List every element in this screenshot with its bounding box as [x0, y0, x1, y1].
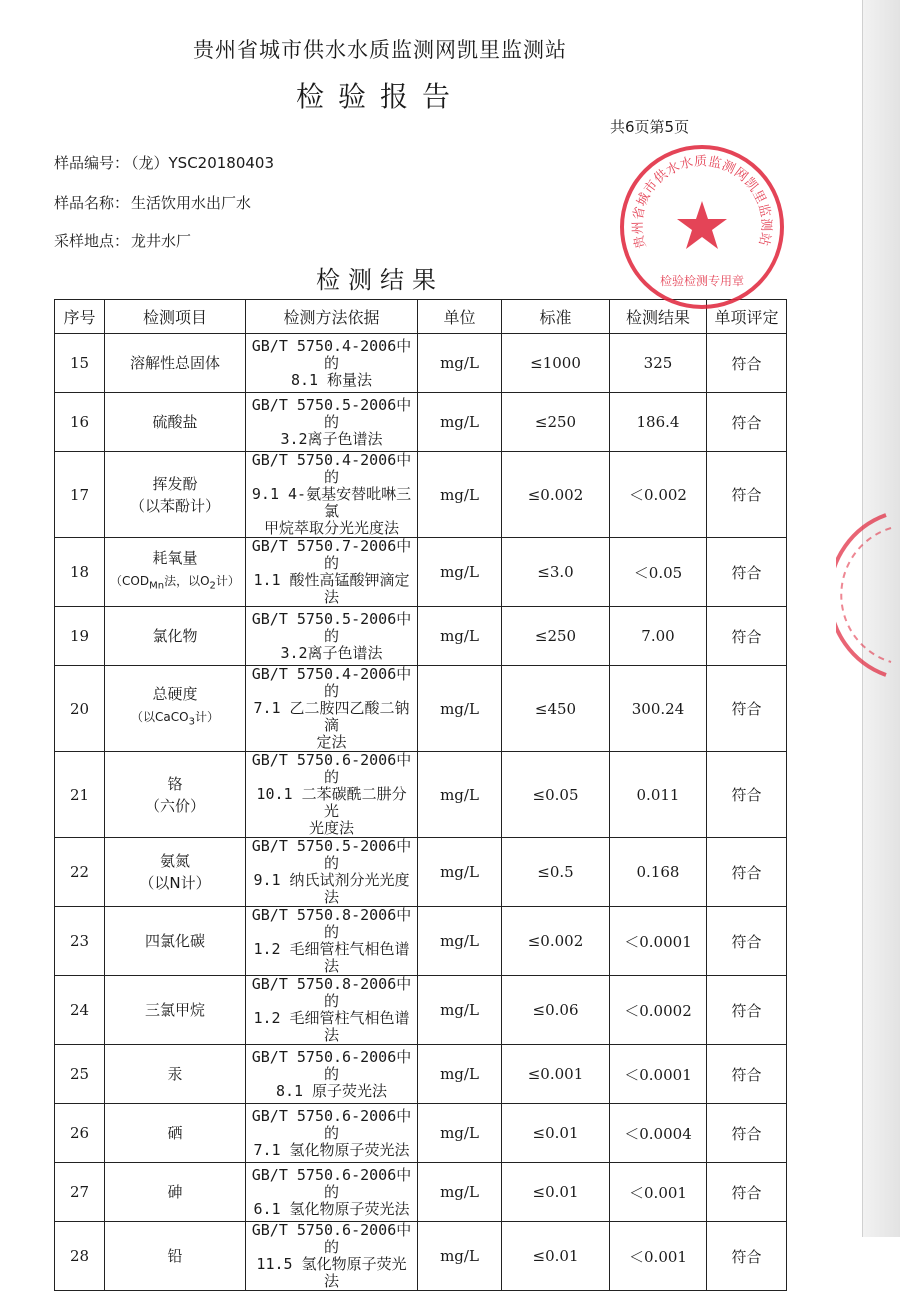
verdict: 符合 — [707, 607, 787, 666]
header-unit: 单位 — [418, 300, 502, 334]
standard-limit: ≤0.01 — [502, 1104, 610, 1163]
sample-name-value: 生活饮用水出厂水 — [131, 194, 252, 212]
test-item: 溶解性总固体 — [105, 334, 246, 393]
unit: mg/L — [418, 666, 502, 752]
verdict: 符合 — [707, 452, 787, 538]
verdict: 符合 — [707, 752, 787, 838]
results-table — [54, 299, 787, 1291]
row-number: 19 — [55, 607, 105, 666]
test-method: GB/T 5750.5-2006中的 3.2离子色谱法 — [246, 393, 418, 452]
sample-number-value: （龙）YSC20180403 — [131, 154, 275, 172]
standard-limit: ≤0.002 — [502, 452, 610, 538]
test-item: 氯化物 — [105, 607, 246, 666]
verdict: 符合 — [707, 907, 787, 976]
unit: mg/L — [418, 976, 502, 1045]
unit: mg/L — [418, 1045, 502, 1104]
test-item: 汞 — [105, 1045, 246, 1104]
test-result: ＜0.002 — [610, 452, 707, 538]
test-item: 总硬度 （以CaCO$_3$计） — [105, 666, 246, 752]
test-result: ＜0.001 — [610, 1163, 707, 1222]
standard-limit: ≤1000 — [502, 334, 610, 393]
row-number: 25 — [55, 1045, 105, 1104]
row-number: 28 — [55, 1222, 105, 1291]
unit: mg/L — [418, 907, 502, 976]
header-method: 检测方法依据 — [246, 300, 418, 334]
star-icon — [677, 201, 727, 249]
test-method: GB/T 5750.4-2006中的 7.1 乙二胺四乙酸二钠滴 定法 — [246, 666, 418, 752]
unit: mg/L — [418, 452, 502, 538]
unit: mg/L — [418, 538, 502, 607]
row-number: 15 — [55, 334, 105, 393]
sample-name-label: 样品名称： — [54, 194, 130, 212]
standard-limit: ≤0.01 — [502, 1163, 610, 1222]
verdict: 符合 — [707, 1045, 787, 1104]
verdict: 符合 — [707, 666, 787, 752]
table-row — [55, 752, 787, 838]
test-method: GB/T 5750.4-2006中的 9.1 4-氨基安替吡啉三氯 甲烷萃取分光光度法 — [246, 452, 418, 538]
header-standard: 标准 — [502, 300, 610, 334]
test-method: GB/T 5750.4-2006中的 8.1 称量法 — [246, 334, 418, 393]
table-row — [55, 1045, 787, 1104]
test-result: 186.4 — [610, 393, 707, 452]
test-item: 氨氮 （以N计） — [105, 838, 246, 907]
test-item: 硫酸盐 — [105, 393, 246, 452]
test-item: 铅 — [105, 1222, 246, 1291]
unit: mg/L — [418, 334, 502, 393]
results-body — [55, 334, 787, 1291]
test-result: ＜0.0001 — [610, 907, 707, 976]
test-result: ＜0.0004 — [610, 1104, 707, 1163]
row-number: 24 — [55, 976, 105, 1045]
table-row — [55, 538, 787, 607]
table-row — [55, 1222, 787, 1291]
standard-limit: ≤450 — [502, 666, 610, 752]
sample-name-row — [54, 192, 251, 213]
table-row — [55, 1163, 787, 1222]
verdict: 符合 — [707, 538, 787, 607]
verdict: 符合 — [707, 838, 787, 907]
table-row — [55, 1104, 787, 1163]
test-method: GB/T 5750.8-2006中的 1.2 毛细管柱气相色谱法 — [246, 976, 418, 1045]
standard-limit: ≤250 — [502, 393, 610, 452]
test-result: ＜0.001 — [610, 1222, 707, 1291]
verdict: 符合 — [707, 1163, 787, 1222]
table-row — [55, 907, 787, 976]
row-number: 16 — [55, 393, 105, 452]
row-number: 26 — [55, 1104, 105, 1163]
standard-limit: ≤0.002 — [502, 907, 610, 976]
test-result: 0.011 — [610, 752, 707, 838]
table-row — [55, 393, 787, 452]
unit: mg/L — [418, 607, 502, 666]
sample-number-row — [54, 152, 274, 173]
test-method: GB/T 5750.6-2006中的 6.1 氢化物原子荧光法 — [246, 1163, 418, 1222]
test-method: GB/T 5750.6-2006中的 8.1 原子荧光法 — [246, 1045, 418, 1104]
unit: mg/L — [418, 1104, 502, 1163]
test-item: 硒 — [105, 1104, 246, 1163]
sampling-location-value: 龙井水厂 — [131, 232, 192, 250]
seal-outer-text: 贵州省城市供水水质监测网凯里监测站 — [630, 154, 774, 251]
test-method: GB/T 5750.7-2006中的 1.1 酸性高锰酸钾滴定法 — [246, 538, 418, 607]
seal-inner-text: 检验检测专用章 — [659, 274, 745, 288]
standard-limit: ≤250 — [502, 607, 610, 666]
standard-limit: ≤0.001 — [502, 1045, 610, 1104]
row-number: 27 — [55, 1163, 105, 1222]
sampling-location-row — [54, 230, 191, 251]
sampling-location-label: 采样地点： — [54, 232, 130, 250]
row-number: 18 — [55, 538, 105, 607]
header-verdict: 单项评定 — [707, 300, 787, 334]
test-item: 砷 — [105, 1163, 246, 1222]
row-number: 22 — [55, 838, 105, 907]
test-item: 挥发酚 （以苯酚计） — [105, 452, 246, 538]
test-result: 0.168 — [610, 838, 707, 907]
standard-limit: ≤0.06 — [502, 976, 610, 1045]
standard-limit: ≤3.0 — [502, 538, 610, 607]
table-row — [55, 666, 787, 752]
table-row — [55, 452, 787, 538]
sample-number-label: 样品编号： — [54, 154, 130, 172]
section-title: 检测结果 — [316, 266, 444, 294]
test-result: 300.24 — [610, 666, 707, 752]
table-row — [55, 607, 787, 666]
test-result: 7.00 — [610, 607, 707, 666]
header-result: 检测结果 — [610, 300, 707, 334]
test-method: GB/T 5750.6-2006中的 7.1 氢化物原子荧光法 — [246, 1104, 418, 1163]
table-row — [55, 838, 787, 907]
inspection-seal — [618, 143, 786, 311]
test-result: ＜0.0001 — [610, 1045, 707, 1104]
verdict: 符合 — [707, 393, 787, 452]
row-number: 17 — [55, 452, 105, 538]
test-method: GB/T 5750.8-2006中的 1.2 毛细管柱气相色谱法 — [246, 907, 418, 976]
standard-limit: ≤0.01 — [502, 1222, 610, 1291]
header-no: 序号 — [55, 300, 105, 334]
test-item: 四氯化碳 — [105, 907, 246, 976]
test-method: GB/T 5750.6-2006中的 10.1 二苯碳酰二肼分光 光度法 — [246, 752, 418, 838]
verdict: 符合 — [707, 334, 787, 393]
test-item: 三氯甲烷 — [105, 976, 246, 1045]
page-count: 共6页第5页 — [610, 118, 690, 136]
table-row — [55, 334, 787, 393]
test-result: 325 — [610, 334, 707, 393]
table-row — [55, 976, 787, 1045]
test-result: ＜0.05 — [610, 538, 707, 607]
test-method: GB/T 5750.5-2006中的 3.2离子色谱法 — [246, 607, 418, 666]
test-item: 耗氧量 （$COD_{Mn}$法，以$O_2$计） — [105, 538, 246, 607]
standard-limit: ≤0.05 — [502, 752, 610, 838]
test-result: ＜0.0002 — [610, 976, 707, 1045]
unit: mg/L — [418, 752, 502, 838]
test-method: GB/T 5750.5-2006中的 9.1 纳氏试剂分光光度法 — [246, 838, 418, 907]
unit: mg/L — [418, 393, 502, 452]
verdict: 符合 — [707, 976, 787, 1045]
unit: mg/L — [418, 838, 502, 907]
standard-limit: ≤0.5 — [502, 838, 610, 907]
test-item: 铬 （六价） — [105, 752, 246, 838]
verdict: 符合 — [707, 1104, 787, 1163]
verdict: 符合 — [707, 1222, 787, 1291]
row-number: 21 — [55, 752, 105, 838]
unit: mg/L — [418, 1222, 502, 1291]
org-title: 贵州省城市供水水质监测网凯里监测站 — [193, 38, 567, 62]
partial-seal — [836, 510, 896, 680]
row-number: 23 — [55, 907, 105, 976]
unit: mg/L — [418, 1163, 502, 1222]
header-item: 检测项目 — [105, 300, 246, 334]
test-method: GB/T 5750.6-2006中的 11.5 氢化物原子荧光法 — [246, 1222, 418, 1291]
report-title: 检验报告 — [295, 80, 464, 113]
row-number: 20 — [55, 666, 105, 752]
